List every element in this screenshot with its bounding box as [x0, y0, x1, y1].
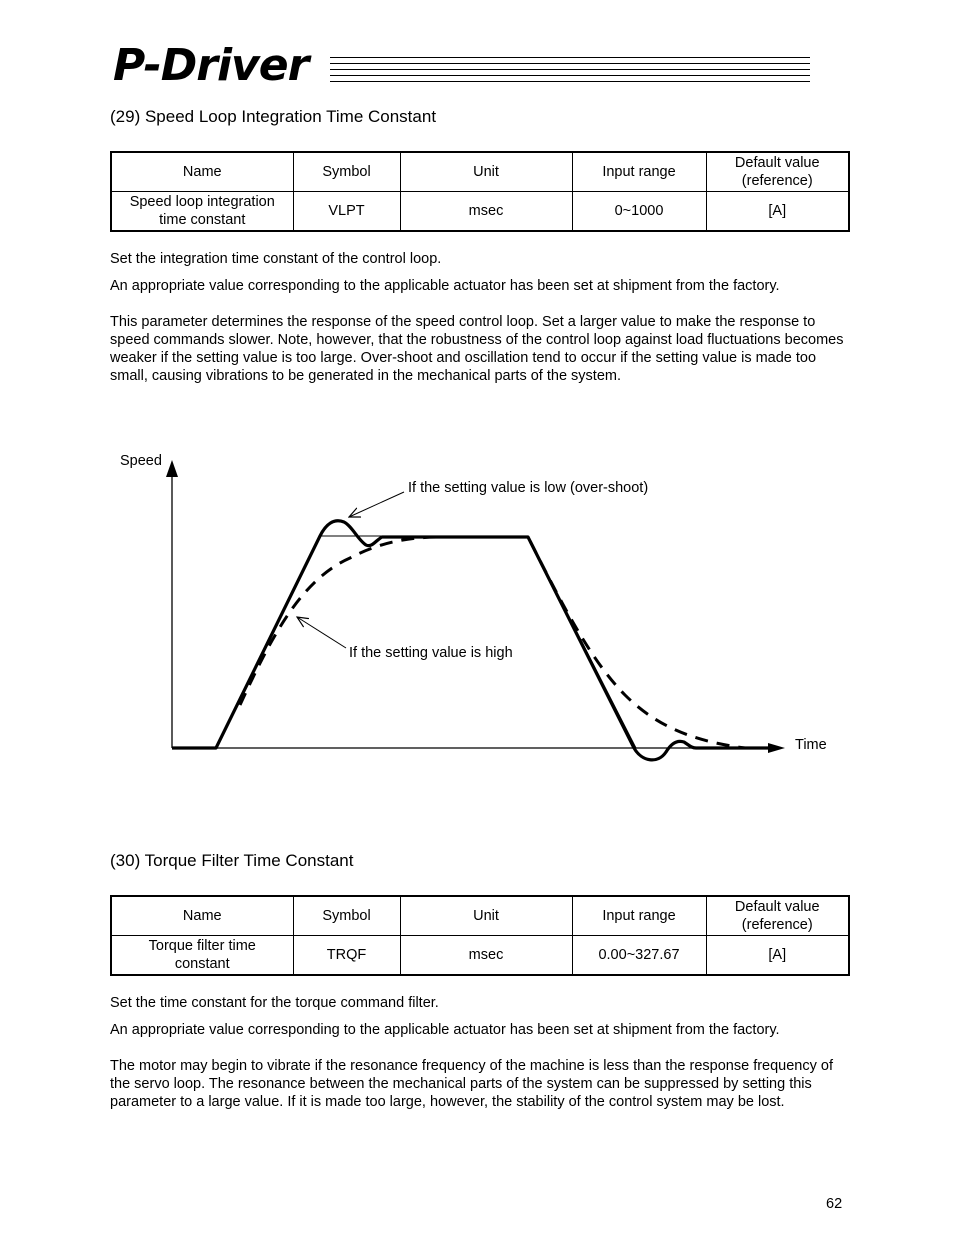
header-unit: Unit: [400, 896, 572, 935]
reference-speed-profile: [216, 536, 636, 748]
cell-symbol: VLPT: [293, 191, 400, 231]
y-axis-label: Speed: [120, 453, 162, 469]
section-30-para-3: The motor may begin to vibrate if the resonance frequency of the machine is less than the response frequency of the servo loop. The resonance between the mechanical parts of the system can be suppressed by setting this parameter to a large value. If it is made too large, however, the stability of the control system may be lost.: [110, 1058, 833, 1110]
section-30-title: (30) Torque Filter Time Constant: [110, 851, 354, 870]
section-29-title: (29) Speed Loop Integration Time Constant: [110, 107, 437, 126]
header-symbol: Symbol: [293, 152, 400, 191]
cell-unit: msec: [400, 935, 572, 975]
table-header-row: [111, 896, 849, 935]
cell-unit: msec: [400, 191, 572, 231]
section-29-para-1: Set the integration time constant of the control loop.: [110, 251, 442, 267]
torque-filter-param-table: [110, 895, 850, 976]
header-default-value: Default value (reference): [706, 152, 849, 191]
annotation-high-leader: [297, 617, 346, 648]
header-name: Name: [111, 152, 293, 191]
header-name: Name: [111, 896, 293, 935]
annotation-low-leader: [349, 492, 404, 517]
section-29-para-3: This parameter determines the response of the speed control loop. Set a larger value to make the response to speed commands slower. Note, however, that the robustness of the control loop against load fluctuations becomes weaker if the setting value is too large. Over-shoot and oscillation tend to occur if the setting value is made too small, causing vibrations to be generated in the mechanical parts of the system.: [110, 314, 844, 384]
section-30-para-1: Set the time constant for the torque command filter.: [110, 995, 439, 1011]
annotation-low-setting: If the setting value is low (over-shoot): [408, 480, 649, 496]
cell-name: Speed loop integration time constant: [111, 191, 293, 231]
header-input-range: Input range: [572, 896, 706, 935]
section-29-para-2: An appropriate value corresponding to the applicable actuator has been set at shipment from the factory.: [110, 278, 780, 294]
cell-input-range: 0.00~327.67: [572, 935, 706, 975]
y-axis-arrowhead: [166, 460, 178, 477]
section-30-para-2: An appropriate value corresponding to the applicable actuator has been set at shipment from the factory.: [110, 1022, 780, 1038]
cell-default: [A]: [706, 191, 849, 231]
cell-input-range: 0~1000: [572, 191, 706, 231]
header-symbol: Symbol: [293, 896, 400, 935]
cell-default: [A]: [706, 935, 849, 975]
annotation-high-setting: If the setting value is high: [349, 645, 513, 661]
p-driver-logo: P-Driver: [113, 40, 309, 91]
x-axis-label: Time: [795, 737, 827, 753]
header-default-value: Default value (reference): [706, 896, 849, 935]
page-number: 62: [826, 1196, 843, 1212]
cell-symbol: TRQF: [293, 935, 400, 975]
cell-name: Torque filter time constant: [111, 935, 293, 975]
table-row: [111, 935, 849, 975]
header-input-range: Input range: [572, 152, 706, 191]
low-setting-response-curve: [172, 521, 773, 760]
high-setting-response-curve: [240, 537, 745, 748]
header-unit: Unit: [400, 152, 572, 191]
